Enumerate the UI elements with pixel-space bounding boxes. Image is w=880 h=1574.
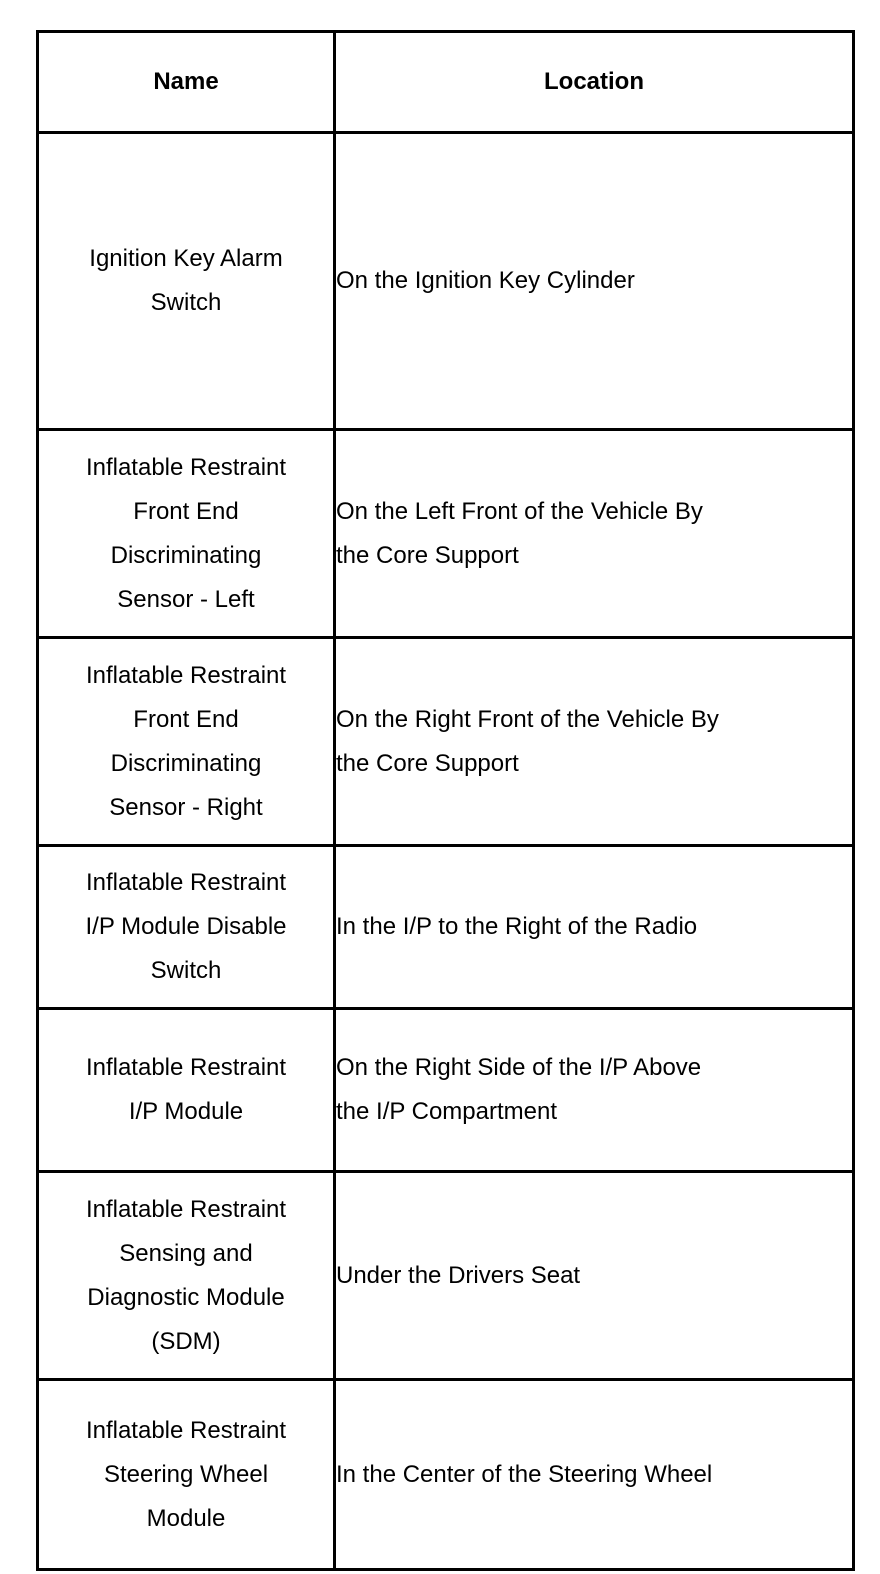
table-row xyxy=(38,430,854,638)
component-location: In the I/P to the Right of the Radio xyxy=(335,846,854,1009)
component-name: Inflatable Restraint I/P Module Disable Switch xyxy=(38,846,335,1009)
component-location: On the Right Side of the I/P Above the I/P Compartment xyxy=(335,1009,854,1172)
component-location: On the Left Front of the Vehicle By the Core Support xyxy=(335,430,854,638)
header-row xyxy=(38,32,854,133)
component-location-table xyxy=(36,30,855,1571)
component-location: On the Ignition Key Cylinder xyxy=(335,133,854,430)
table-row xyxy=(38,638,854,846)
component-name: Inflatable Restraint I/P Module xyxy=(38,1009,335,1172)
table-row xyxy=(38,1380,854,1570)
component-location: In the Center of the Steering Wheel xyxy=(335,1380,854,1570)
table-row xyxy=(38,1009,854,1172)
name-column-header: Name xyxy=(38,32,335,133)
table-row xyxy=(38,1172,854,1380)
component-name: Inflatable Restraint Front End Discriminating Sensor - Right xyxy=(38,638,335,846)
table-row xyxy=(38,133,854,430)
component-location: On the Right Front of the Vehicle By the Core Support xyxy=(335,638,854,846)
component-name: Inflatable Restraint Sensing and Diagnostic Module (SDM) xyxy=(38,1172,335,1380)
location-column-header: Location xyxy=(335,32,854,133)
component-name: Inflatable Restraint Steering Wheel Module xyxy=(38,1380,335,1570)
component-location: Under the Drivers Seat xyxy=(335,1172,854,1380)
component-name: Ignition Key Alarm Switch xyxy=(38,133,335,430)
table-row xyxy=(38,846,854,1009)
component-name: Inflatable Restraint Front End Discriminating Sensor - Left xyxy=(38,430,335,638)
